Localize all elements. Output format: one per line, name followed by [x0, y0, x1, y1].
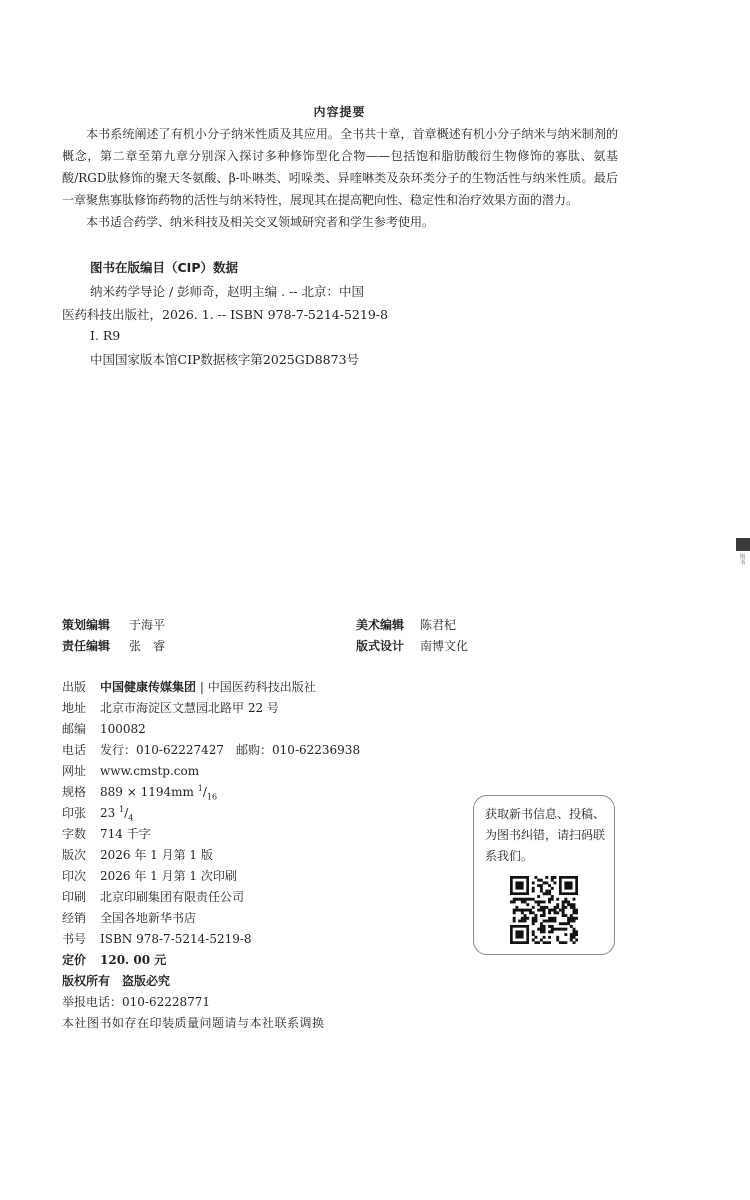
format-row: 规格 889 × 1194mm $^1/_{16}$	[62, 784, 218, 802]
price-row	[62, 951, 166, 971]
edition-row	[62, 846, 213, 866]
printer: 北京印刷集团有限责任公司	[100, 890, 245, 904]
format-numerator: 1	[197, 784, 203, 793]
distributor-row	[62, 909, 196, 929]
address: 北京市海淀区文慧园北路甲 22 号	[100, 701, 279, 715]
distributor: 全国各地新华书店	[100, 911, 197, 925]
edition: 2026 年 1 月第 1 版	[100, 848, 213, 862]
qr-code-icon[interactable]	[510, 876, 578, 944]
phone-row	[62, 741, 360, 761]
summary-paragraph-2-text: 本书适合药学、纳米科技及相关交叉领域研究者和学生参考使用。	[86, 215, 435, 229]
price: 120. 00 元	[100, 953, 167, 967]
publisher-separator: |	[199, 680, 204, 694]
price-label: 定价	[62, 953, 87, 967]
cip-line-2: 医药科技出版社，2026. 1. -- ISBN 978-7-5214-5219-8	[62, 307, 388, 322]
format-label: 规格	[62, 785, 87, 799]
edition-label: 版次	[62, 848, 87, 862]
website-row	[62, 762, 199, 782]
website-label: 网址	[62, 764, 87, 778]
cip-heading: 图书在版编目（CIP）数据	[90, 260, 238, 275]
address-row	[62, 699, 279, 719]
words: 714 千字	[100, 827, 151, 841]
responsible-editor-label: 责任编辑	[62, 639, 111, 653]
postcode-row	[62, 720, 146, 740]
printing: 2026 年 1 月第 1 次印刷	[100, 869, 237, 883]
edge-marker-text: 图书	[738, 553, 745, 565]
isbn-row	[62, 930, 252, 950]
words-row	[62, 825, 151, 845]
postcode: 100082	[100, 722, 146, 736]
printer-row	[62, 888, 244, 908]
cip-line-4: 中国国家版本馆CIP数据核字第2025GD8873号	[90, 352, 360, 367]
cip-line-1: 纳米药学导论 / 彭师奇，赵明主编 . -- 北京：中国	[90, 284, 364, 299]
planning-editor: 于海平	[129, 618, 166, 632]
distributor-label: 经销	[62, 911, 87, 925]
sheets-label: 印张	[62, 806, 87, 820]
planning-editor-label: 策划编辑	[62, 618, 111, 632]
publisher-label: 出版	[62, 680, 87, 694]
responsible-editor: 张 睿	[129, 639, 166, 653]
printer-label: 印刷	[62, 890, 87, 904]
art-editor-label: 美术编辑	[356, 618, 405, 632]
phone: 发行：010-62227427 邮购：010-62236938	[100, 743, 361, 757]
format-denominator: 16	[206, 792, 218, 802]
summary-title: 内容提要	[313, 105, 366, 119]
summary-paragraph-1	[62, 123, 618, 211]
edge-tab	[736, 538, 750, 551]
isbn: ISBN 978-7-5214-5219-8	[100, 932, 252, 946]
sheets-denominator: 4	[128, 813, 134, 823]
layout-design: 南博文化	[420, 639, 469, 653]
words-label: 字数	[62, 827, 87, 841]
layout-design-label: 版式设计	[356, 639, 405, 653]
isbn-label: 书号	[62, 932, 87, 946]
postcode-label: 邮编	[62, 722, 87, 736]
summary-paragraph-2	[62, 211, 618, 233]
qr-card	[473, 795, 615, 955]
format-main: 889 × 1194mm	[100, 785, 194, 799]
sheets-numerator: 1	[119, 805, 125, 814]
cip-line-3: Ⅰ. R9	[90, 328, 121, 343]
summary-paragraph-1-text: 本书系统阐述了有机小分子纳米性质及其应用。全书共十章，首章概述有机小分子纳米与纳米制剂的概念，第二章至第九章分别深入探讨多种修饰型化合物——包括饱和脂肪酸衍生物修饰的寡肽、氨基酸/RGD肽修饰的聚天冬氨酸、β-卟啉类、吲哚类、异喹啉类及杂环类分子的生物活性与纳米性质。最后一章聚焦寡肽修饰药物的活性与纳米特性，展现其在提高靶向性、稳定性和治疗效果方面的潜力。	[62, 127, 618, 207]
art-editor: 陈君杞	[420, 618, 457, 632]
quality-notice: 本社图书如存在印装质量问题请与本社联系调换	[62, 1016, 325, 1030]
qr-card-text: 获取新书信息、投稿、为图书纠错，请扫码联系我们。	[485, 807, 606, 863]
sheets-row: 印张 23 $^1/_4$	[62, 805, 134, 823]
publisher-row	[62, 678, 316, 698]
publisher-group: 中国健康传媒集团	[100, 680, 197, 694]
printing-row	[62, 867, 237, 887]
website: www.cmstp.com	[100, 764, 200, 778]
sheets-main: 23	[100, 806, 116, 820]
rights-notice: 版权所有 盗版必究	[62, 974, 171, 988]
phone-label: 电话	[62, 743, 87, 757]
printing-label: 印次	[62, 869, 87, 883]
address-label: 地址	[62, 701, 87, 715]
publisher-name: 中国医药科技出版社	[207, 680, 316, 694]
report-phone: 举报电话：010-62228771	[62, 995, 211, 1009]
